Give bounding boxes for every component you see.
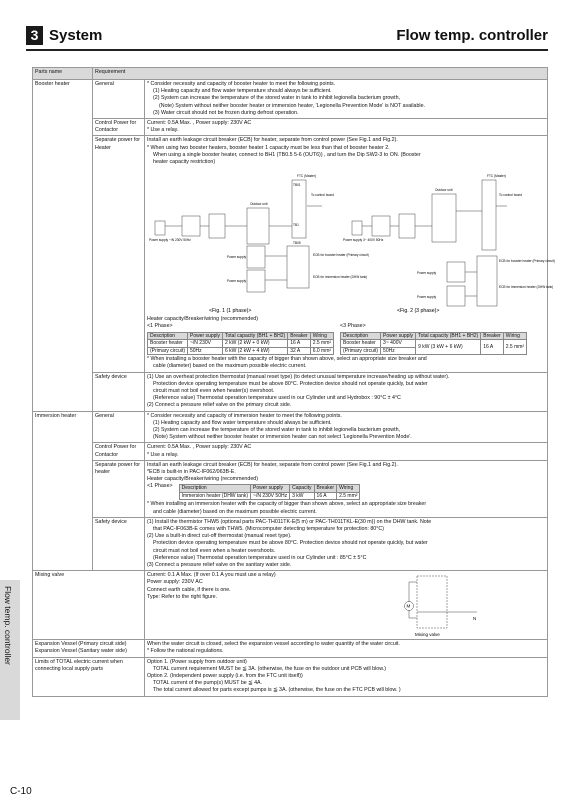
fig2-diagram [352, 180, 507, 306]
booster-cpc-label: Control Power for Contactor [93, 119, 145, 136]
limits-name: Limits of TOTAL electric current when connecting local supply parts [33, 657, 145, 696]
booster-general: * Consider necessity and capacity of booster heater to meet the following points. (1) Heating capacity and flow water temperature should always be sufficient. (2) System can increase the temperature of the stored water in tank to inhibit legionella bacterium growth, (Note) System without neither booster heater or immersion heater, 'Legionella Prevention Mode' is NOT available. (3) Water circuit should not be frozen during defrost operation. [145, 80, 548, 119]
mixing-valve-diagram [397, 572, 487, 638]
power-supply-3-label: Power supply 3~ 400V 50Hz [343, 238, 384, 243]
power-supply-label-3: Power supply [417, 271, 437, 276]
ecb-booster-label-2: ECB for booster heater (Primary circuit) [499, 259, 555, 264]
power-supply-label: Power supply [227, 255, 247, 260]
limits-req: Option 1. (Power supply from outdoor unit) TOTAL current requirement MUST be ≦ 3A. (otherwise, the fuse on the outdoor unit PCB will blow.) Option 2. (Independent power supply (i.e. from the FTC unit itself)) TOTAL current of the pump(s) MUST be ≦ 4A. The total current allowed for parts except pumps is ≦ 3A. (otherwise, the fuse on the FTC PCB will blow. ) [145, 657, 548, 696]
immersion-sp: Install an earth leakage circuit breaker (ECB) for heater, separate from control power (See Fig.1 and Fig.2). *ECB is built-in in PAC-IF062/063B-E. Heater capacity/Breaker/wiring (recommended) <1 Phase> Description Power supply Capacity Breaker Wiring Immersion heater (DHW tank) ~/N 230V 50Hz 3 kW 16 A 2.5 mm² * When installing an immersion heater with the capacity of bigger than shown above, select an appropriate size breaker and cable (diameter) based on the maximum possible electric current. [145, 460, 548, 517]
immersion-cpc: Current: 0.5A Max. , Power supply: 230V AC * Use a relay. [145, 443, 548, 460]
expansion-name: Expansion Vessel (Primary circuit side) Expansion Vessel (Sanitary water side) [33, 640, 145, 657]
immersion-sd-label: Safety device [93, 517, 145, 570]
booster-1phase-table: Description Power supply Total capacity (BH1 + BH2) Breaker Wiring Booster heater ~/N 230V 2 kW (2 kW + 0 kW) 16 A 2.5 mm² (Primary circuit) 50Hz 6 kW (2 kW + 4 kW) 32 A 6.0 mm² [147, 332, 334, 356]
col-header-parts: Parts name [33, 68, 93, 80]
immersion-name: Immersion heater [33, 411, 93, 571]
fig1-diagram [155, 180, 322, 292]
requirements-table [32, 67, 555, 697]
ecb-booster-label: ECB for booster heater (Primary circuit) [313, 253, 369, 258]
booster-sp-label: Separate power for Heater [93, 136, 145, 372]
ftc-master-label-2: FTC (Master) [487, 174, 506, 179]
power-supply-label-2: Power supply [227, 279, 247, 284]
expansion-req: When the water circuit is closed, select the expansion vessel according to water quantity of the water circuit. * Follow the national regulations. [145, 640, 548, 657]
mixing-name: Mixing valve [33, 571, 145, 640]
immersion-sd: (1) Install the thermistor THW5 (optional parts PAC-TH011TK-E(5 m) or PAC-TH011TKL-E(30 m)) on the DHW tank. Note that PAC-IF063B-E comes with THW5. (Microcomputer detecting temperature for protection: 80°C) (2) Use a built-in direct cut-off thermostat (manual reset type). Protection device operating temperature must be above 80°C. Protection device should not operate quickly, but water circuit must not boil even when a heater overshoots. (Reference value) Thermostat operation temperature used in our Cylinder unit : 85°C ± 5°C (3) Connect a pressure relief valve on the sanitary water side. [145, 517, 548, 570]
immersion-general-label: General [93, 411, 145, 443]
booster-3phase-table: Description Power supply Total capacity (BH1 + BH2) Breaker Wiring Booster heater 3~ 400V 9 kW (3 kW + 6 kW) 16 A 2.5 mm² (Primary circuit) 50Hz [340, 332, 527, 356]
power-supply-label-4: Power supply [417, 295, 437, 300]
to-control-label-2: To control board [499, 193, 522, 198]
ecb-imm-label-2: ECB for immersion heater (DHW tank) [499, 285, 554, 290]
immersion-sp-label: Separate power for heater [93, 460, 145, 517]
booster-sd: (1) Use an overheat protection thermostat (manual reset type) (to detect unusual temperature increase/heating up without water). Protection device operating temperature must be above 80°C. Protection device should not operate quickly, but water circuit must not boil even when heater(s) overshoot. (Reference value) Thermostat operation temperature used in our Cylinder unit and Hydrobox : 90°C ± 4°C (2) Connect a pressure relief valve on the primary circuit side. [145, 372, 548, 411]
immersion-general: * Consider necessity and capacity of immersion heater to meet the following points. (1) Heating capacity and flow water temperature should always be sufficient. (2) System can increase the temperature of the stored water in tank to inhibit legionella bacterium growth, (Note) System without neither booster heater or immersion heater can not select 'Legionella Prevention Mode'. [145, 411, 548, 443]
to-control-label: To control board [311, 193, 334, 198]
ftc-master-label: FTC (Master) [297, 174, 316, 179]
section-number: 3 [26, 26, 43, 45]
col-header-requirement: Requirement [93, 68, 548, 80]
outdoor-unit-label: Outdoor unit [250, 202, 268, 207]
ecb-imm-label: ECB for immersion heater (DHW tank) [313, 275, 368, 280]
neutral-label: N [473, 616, 477, 622]
immersion-table: Description Power supply Capacity Breaker Wiring Immersion heater (DHW tank) ~/N 230V 50Hz 3 kW 16 A 2.5 mm² [179, 484, 361, 500]
fig2-caption: <Fig. 2 (3 phase)> [397, 308, 440, 315]
section-title: System [49, 27, 103, 44]
immersion-cpc-label: Control Power for Contactor [93, 443, 145, 460]
fig1-caption: <Fig. 1 (1 phase)> [209, 308, 252, 315]
page-title: Flow temp. controller [396, 27, 548, 44]
mixing-valve-caption: Mixing valve [415, 632, 440, 638]
mixing-req: Current: 0.1 A Max. (If over 0.1 A you must use a relay) Power supply: 230V AC Connect earth cable, if there is one. Type: Refer to the right figure. M N Mixing valve [145, 571, 548, 640]
page-header [26, 26, 548, 46]
booster-sp: Install an earth leakage circuit breaker (ECB) for heater, separate from control power (See Fig.1 and Fig.2). * When using two booster heaters, booster heater 1 capacity must be less than that of booster heater 2. When using a single booster heater, connect to BH1 (TB0.5 5-6 (OUT6)) , and turn the Dip SW2-3 to ON. (Booster heater capacity restriction) FTC (Master) FTC (Master) Outdoor unit Outdoor unit To control board To control board ECB for booster heater (Primary circuit) ECB for booster heater (Primary circuit) ECB for immersion heater (DHW tank) ECB for immersion heater (DHW tank) Power supply Power supply Power supply Power supply Power supply ~/N 230V 50Hz Power supply 3~ 400V 50Hz TB1 TB01 TB05 <Fig. 1 (1 phase)> <Fig. 2 (3 phase)> Heater capacity/Breaker/wiring (recommended) <1 Phase> Description Power supply Total capacity (BH1 + BH2) Breaker Wiring Booster heater ~/N 230V 2 kW (2 kW + 0 kW) 16 A 2.5 mm² (Primary circuit) 50Hz 6 kW (2 kW + 4 kW) 32 A 6.0 mm² <3 Phase> Description Power supply Total capacity (BH1 + BH2) Breaker Wiring Booster heater 3~ 400V 9 kW (3 kW + 6 kW) 16 A 2.5 mm² (Primary circuit) 50Hz * When installing a booster heater with the capacity of bigger than shown above, select an appropriate size breaker and cable (diameter) based on the maximum possible electric current. [145, 136, 548, 372]
header-rule [26, 49, 548, 51]
page-number: C-10 [10, 786, 32, 797]
wiring-diagram [147, 166, 555, 316]
tb01-label: TB01 [293, 183, 301, 188]
motor-label: M [406, 603, 411, 609]
power-supply-1-label: Power supply ~/N 230V 50Hz [149, 238, 191, 243]
booster-general-label: General [93, 80, 145, 119]
side-tab: Flow temp. controller [0, 580, 20, 720]
booster-cpc: Current: 0.5A Max. , Power supply: 230V AC * Use a relay. [145, 119, 548, 136]
tb05-label: TB05 [293, 241, 301, 246]
tb1-label: TB1 [293, 223, 299, 228]
booster-sd-label: Safety device [93, 372, 145, 411]
booster-name: Booster heater [33, 80, 93, 412]
outdoor-unit-label-2: Outdoor unit [435, 188, 453, 193]
